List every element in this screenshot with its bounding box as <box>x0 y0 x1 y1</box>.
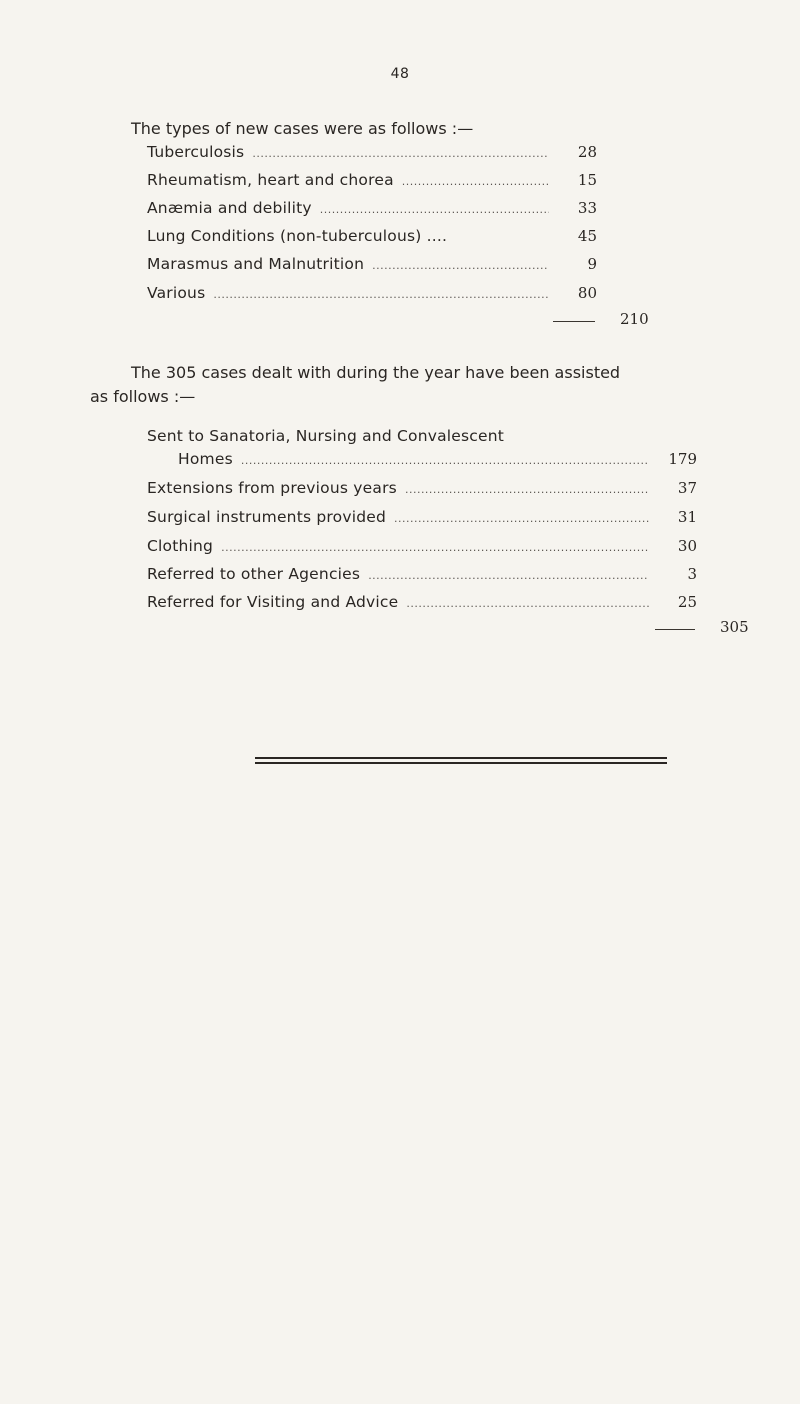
list-item <box>147 171 597 195</box>
item-label: Sent to Sanatoria, Nursing and Convalescent <box>147 427 505 445</box>
item-value: 3 <box>687 565 697 583</box>
item-value: 80 <box>577 284 597 302</box>
leader-dots <box>368 569 649 582</box>
double-rule-bottom <box>255 762 667 764</box>
item-value: 33 <box>577 199 597 217</box>
item-label: Marasmus and Malnutrition <box>147 255 365 273</box>
list-item <box>147 593 697 617</box>
item-label: Extensions from previous years <box>147 479 397 497</box>
leader-dots <box>252 147 549 160</box>
item-value: 179 <box>668 450 697 468</box>
leader-dots <box>241 454 649 467</box>
list-item <box>147 199 597 223</box>
list-item <box>147 479 697 503</box>
leader-dots <box>402 175 549 188</box>
item-label: Surgical instruments provided <box>147 508 387 526</box>
page-number: 48 <box>390 66 410 82</box>
subtotal-line <box>655 629 695 630</box>
item-label: Tuberculosis <box>147 143 245 161</box>
section2-intro <box>90 361 770 409</box>
item-label: Anæmia and debility <box>147 199 312 217</box>
list-item <box>178 450 697 474</box>
list-item <box>147 143 597 167</box>
item-label: Lung Conditions (non-tuberculous) .... <box>147 227 448 245</box>
list-item <box>147 255 597 279</box>
item-label: Homes <box>178 450 233 468</box>
item-label: Various <box>147 284 206 302</box>
item-label: Referred to other Agencies <box>147 565 361 583</box>
item-value: 37 <box>677 479 697 497</box>
double-rule-top <box>255 757 667 759</box>
list-item <box>147 227 597 251</box>
item-value: 45 <box>577 227 597 245</box>
subtotal-line <box>553 321 595 322</box>
leader-dots <box>405 483 649 496</box>
leader-dots <box>372 259 549 272</box>
list-item <box>147 508 697 532</box>
item-value: 30 <box>677 537 697 555</box>
item-label: Rheumatism, heart and chorea <box>147 171 394 189</box>
item-value: 15 <box>577 171 597 189</box>
section2-intro-line2: as follows :— <box>90 387 196 406</box>
item-value: 25 <box>677 593 697 611</box>
item-value: 28 <box>577 143 597 161</box>
leader-dots <box>406 597 649 610</box>
list-item <box>147 537 697 561</box>
section2-intro-line1: The 305 cases dealt with during the year have been assisted <box>131 363 621 382</box>
list-item <box>147 565 697 589</box>
leader-dots <box>394 512 649 525</box>
leader-dots <box>213 288 549 301</box>
list-item <box>147 427 697 451</box>
section1-total: 210 <box>620 310 649 328</box>
leader-dots <box>320 203 549 216</box>
item-value: 9 <box>587 255 597 273</box>
list-item <box>147 284 597 308</box>
item-label: Referred for Visiting and Advice <box>147 593 399 611</box>
leader-dots <box>221 541 649 554</box>
section2-total: 305 <box>720 618 749 636</box>
item-value: 31 <box>677 508 697 526</box>
item-label: Clothing <box>147 537 214 555</box>
section1-intro: The types of new cases were as follows :— <box>131 119 474 138</box>
